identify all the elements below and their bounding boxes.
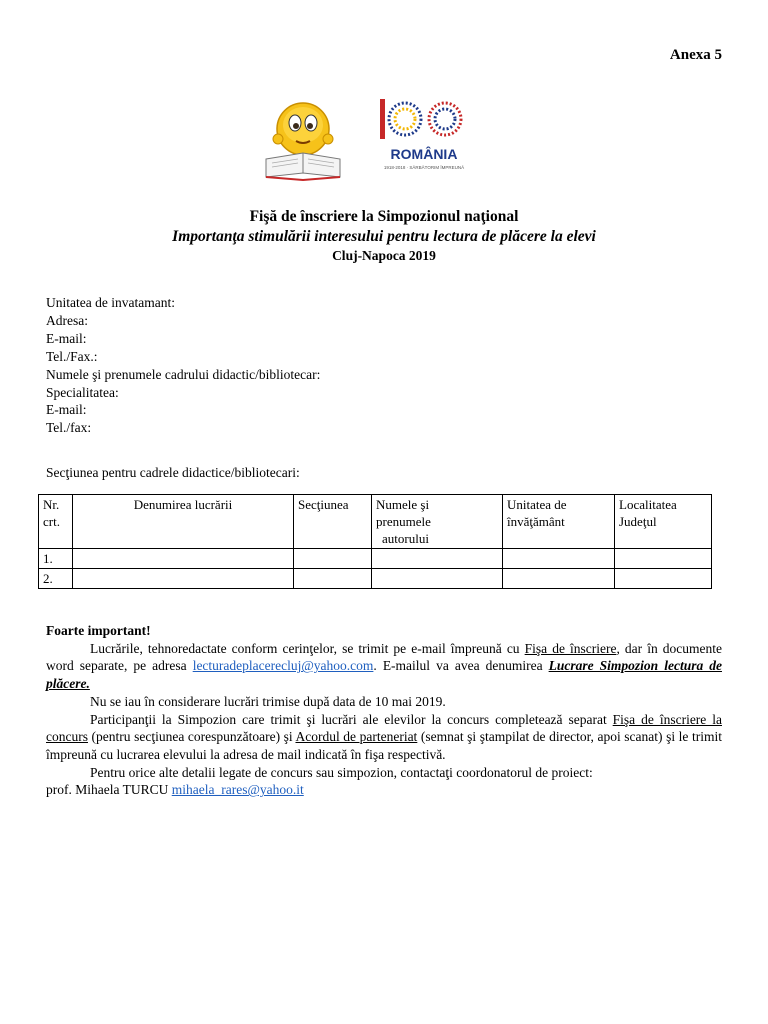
entries-table [38,494,712,589]
important-notes [46,622,722,799]
cell-localitatea[interactable] [615,569,712,589]
notes-paragraph-4: Pentru orice alte detalii legate de concurs sau simpozion, contactaţi coordonatorul de proiect: [90,764,593,780]
header-numele: Numele şi prenumele autorului [372,495,503,549]
fisa-concurs-ref: Fişa de înscriere la concurs [46,711,722,745]
registration-fields [46,294,320,437]
field-teacher-name: Numele şi prenumele cadrului didactic/bibliotecar: [46,366,321,382]
cell-unitatea[interactable] [503,549,615,569]
header-unitatea: Unitatea de învăţământ [503,495,615,549]
notes-paragraph-2: Nu se iau în considerare lucrări trimise după data de 10 mai 2019. [90,693,446,709]
cell-sectiunea[interactable] [294,549,372,569]
cell-localitatea[interactable] [615,549,712,569]
table-row [39,569,712,589]
header-nr: Nr. crt. [39,495,73,549]
field-tel-fax-teacher: Tel./fax: [46,420,92,436]
cell-numele[interactable] [372,549,503,569]
header-localitatea: Localitatea Judeţul [615,495,712,549]
coordinator-email-link[interactable]: mihaela_rares@yahoo.it [171,782,304,798]
row-number: 1. [39,549,73,569]
cell-unitatea[interactable] [503,569,615,589]
cell-denumire[interactable] [73,549,294,569]
romania-logo-subtext: 1918-2018 · SĂRBĂTORIM ÎMPREUNĂ [383,165,465,170]
header-logos [262,95,492,187]
table-header-row [39,495,712,549]
notes-paragraph-3: Participanţii la Simpozion care trimit şi lucrări ale elevilor la concurs completează separat Fişa de înscriere la concurs (pentru secţiunea corespunzătoare) şi Acordul de parteneriat (semnat şi ştampilat de director, apoi scanat) şi le trimit împreună cu lucrarea elevului la adresa de mail indicată în fişa respectivă. [46,711,722,762]
notes-paragraph-5: prof. Mihaela TURCU mihaela_rares@yahoo.it [46,782,304,798]
field-email-school: E-mail: [46,330,87,346]
fisa-inscriere-ref: Fişa de înscriere [524,640,617,656]
romania-logo-text: ROMÂNIA [390,146,458,162]
cell-denumire[interactable] [73,569,294,589]
smiley-reading-book-icon [266,103,340,180]
acord-parteneriat-ref: Acordul de parteneriat [295,729,418,745]
annex-label: Anexa 5 [669,47,722,63]
field-tel-fax-school: Tel./Fax.: [46,348,98,364]
field-specialitate: Specialitatea: [46,384,119,400]
cell-numele[interactable] [372,569,503,589]
title-line-2: Importanţa stimulării interesului pentru lectura de plăcere la elevi [172,228,596,245]
submission-email-link[interactable]: lecturadeplacerecluj@yahoo.com [192,658,374,674]
row-number: 2. [39,569,73,589]
field-adresa: Adresa: [46,312,88,328]
email-subject-name: Lucrare Simpozion lectura de plăcere. [46,658,722,692]
table-row [39,549,712,569]
field-email-teacher: E-mail: [46,402,87,418]
title-line-3: Cluj-Napoca 2019 [332,248,436,263]
section-label: Secţiunea pentru cadrele didactice/bibliotecari: [46,465,300,480]
header-sectiunea: Secţiunea [294,495,372,549]
notes-paragraph-1: Lucrările, tehnoredactate conform cerinţelor, se trimit pe e-mail împreună cu Fişa de înscriere, dar în documente word separate, pe adresa lecturadeplacerecluj@yahoo.com. E-mailul va avea denumirea Lucrare Simpozion lectura de plăcere. [46,640,722,692]
notes-heading: Foarte important! [46,623,151,638]
title-line-1: Fişă de înscriere la Simpozionul naţional [249,208,519,225]
romania-100-logo [380,99,464,170]
header-denumire: Denumirea lucrării [73,495,294,549]
field-unitate: Unitatea de invatamant: [46,295,175,310]
document-title [0,207,768,265]
cell-sectiunea[interactable] [294,569,372,589]
